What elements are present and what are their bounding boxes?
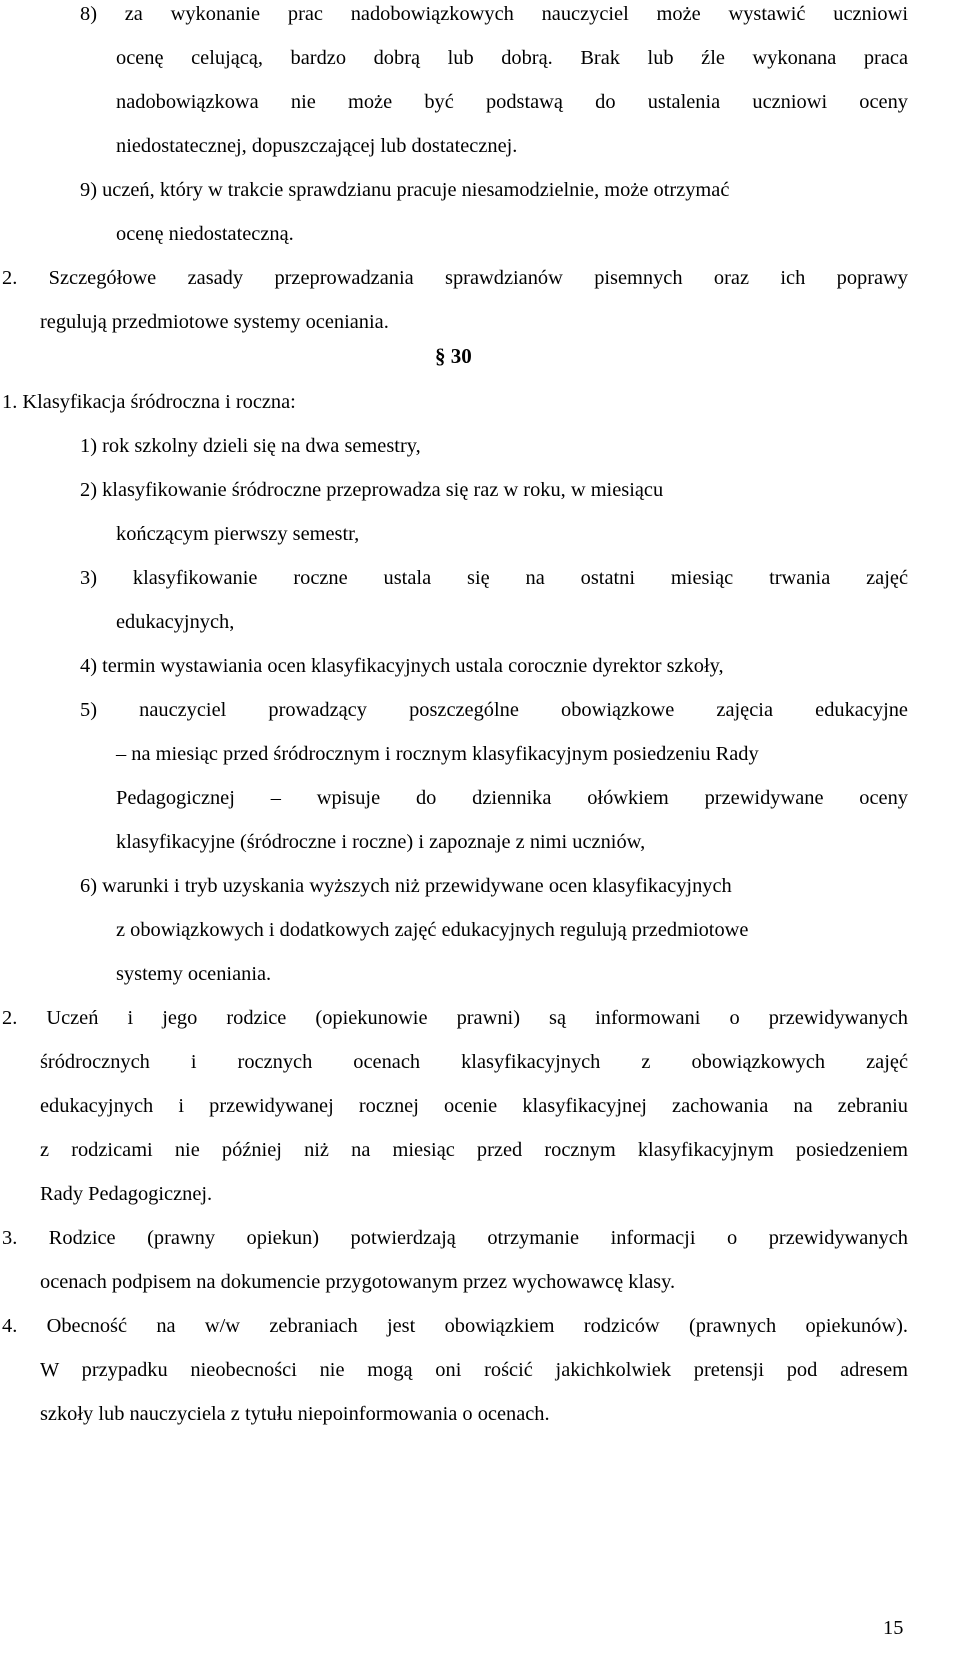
text-line: niedostatecznej, dopuszczającej lub dostatecznej. [116, 135, 518, 157]
paragraph-2-cont: śródrocznych i rocznych ocenach klasyfikacyjnych z obowiązkowych zajęć [40, 1051, 908, 1073]
text-line: ocenę niedostateczną. [116, 223, 294, 245]
list-item-3-cont: edukacyjnych, [116, 611, 235, 633]
text-line: 8) za wykonanie prac nadobowiązkowych nauczyciel może wystawić uczniowi [80, 3, 908, 25]
list-item-1: 1) rok szkolny dzieli się na dwa semestry, [80, 435, 421, 457]
paragraph-2: 2. Uczeń i jego rodzice (opiekunowie prawni) są informowani o przewidywanych [2, 1007, 908, 1029]
section-title: § 30 [435, 344, 472, 368]
text-line: ocenę celującą, bardzo dobrą lub dobrą. Brak lub źle wykonana praca [116, 47, 908, 69]
text-line: 2. Szczegółowe zasady przeprowadzania sprawdzianów pisemnych oraz ich poprawy [2, 267, 908, 289]
paragraph-2-cont: edukacyjnych i przewidywanej rocznej ocenie klasyfikacyjnej zachowania na zebraniu [40, 1095, 908, 1117]
paragraph-4-cont: szkoły lub nauczyciela z tytułu niepoinformowania o ocenach. [40, 1403, 550, 1425]
list-item-2: 2) klasyfikowanie śródroczne przeprowadza się raz w roku, w miesiącu [80, 479, 664, 501]
list-item-5-cont: – na miesiąc przed śródrocznym i rocznym klasyfikacyjnym posiedzeniu Rady [116, 743, 759, 765]
list-item-5-cont: Pedagogicznej – wpisuje do dziennika ołówkiem przewidywane oceny [116, 787, 908, 809]
list-item-2-cont: kończącym pierwszy semestr, [116, 523, 360, 545]
text-line: regulują przedmiotowe systemy oceniania. [40, 311, 389, 333]
paragraph-2-cont: z rodzicami nie później niż na miesiąc przed rocznym klasyfikacyjnym posiedzeniem [40, 1139, 908, 1161]
list-item-5: 5) nauczyciel prowadzący poszczególne obowiązkowe zajęcia edukacyjne [80, 699, 908, 721]
list-item-6-cont: z obowiązkowych i dodatkowych zajęć edukacyjnych regulują przedmiotowe [116, 919, 749, 941]
text-line: nadobowiązkowa nie może być podstawą do ustalenia uczniowi oceny [116, 91, 908, 113]
list-item-3: 3) klasyfikowanie roczne ustala się na ostatni miesiąc trwania zajęć [80, 567, 908, 589]
paragraph-2-cont: Rady Pedagogicznej. [40, 1183, 213, 1205]
paragraph-4-cont: W przypadku nieobecności nie mogą oni rościć jakichkolwiek pretensji pod adresem [40, 1359, 908, 1381]
paragraph-4: 4. Obecność na w/w zebraniach jest obowiązkiem rodziców (prawnych opiekunów). [2, 1315, 908, 1337]
page-number: 15 [883, 1617, 904, 1639]
list-item-6-cont: systemy oceniania. [116, 963, 272, 985]
paragraph-3: 3. Rodzice (prawny opiekun) potwierdzają otrzymanie informacji o przewidywanych [2, 1227, 908, 1249]
paragraph-1-heading: 1. Klasyfikacja śródroczna i roczna: [2, 391, 296, 413]
list-item-5-cont: klasyfikacyjne (śródroczne i roczne) i zapoznaje z nimi uczniów, [116, 831, 646, 853]
list-item-6: 6) warunki i tryb uzyskania wyższych niż przewidywane ocen klasyfikacyjnych [80, 875, 732, 897]
list-item-4: 4) termin wystawiania ocen klasyfikacyjnych ustala corocznie dyrektor szkoły, [80, 655, 724, 677]
text-line: 9) uczeń, który w trakcie sprawdzianu pracuje niesamodzielnie, może otrzymać [80, 179, 730, 201]
paragraph-3-cont: ocenach podpisem na dokumencie przygotowanym przez wychowawcę klasy. [40, 1271, 676, 1293]
